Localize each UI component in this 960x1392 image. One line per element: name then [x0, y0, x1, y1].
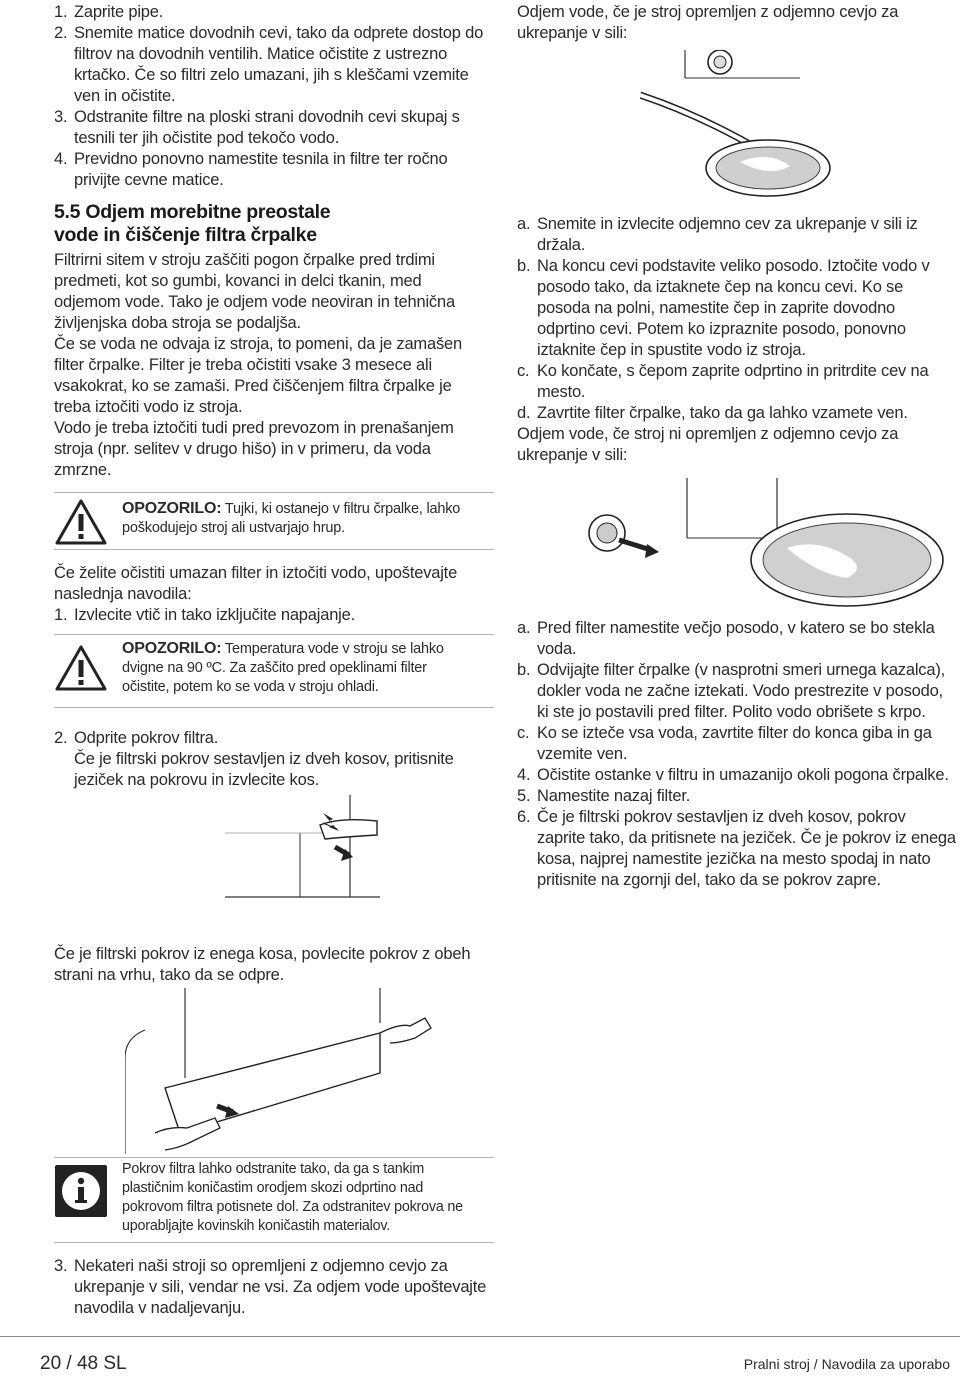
step-3	[54, 1256, 494, 1319]
page-footer	[0, 1336, 960, 1392]
warning-text: OPOZORILO: Temperatura vode v stroju se lahko dvigne na 90 ºC. Za zaščito pred opeklinami filter očistite, potem ko se voda v stroju ohladi.	[122, 640, 444, 695]
filter-drain-pan-illustration	[547, 478, 947, 613]
list-item: a. Pred filter namestite večjo posodo, v katero se bo stekla voda.	[517, 619, 935, 658]
warning-text: OPOZORILO: Tujki, ki ostanejo v filtru črpalke, lahko poškodujejo stroj ali ustvarjajo hrup.	[122, 500, 461, 536]
list-item: d. Zavrtite filter črpalke, tako da ga lahko vzamete ven.	[517, 404, 908, 422]
one-piece-cover-text: Če je filtrski pokrov iz enega kosa, povlecite pokrov z obeh strani na vrhu, tako da se odpre.	[54, 945, 471, 984]
right-intro-without-hose: Odjem vode, če stroj ni opremljen z odjemno cevjo za ukrepanje v sili:	[517, 425, 899, 464]
list-item: 4. Previdno ponovno namestite tesnila in filtre ter ročno privijte cevne matice.	[54, 150, 448, 189]
filter-cover-one-piece-illustration	[125, 988, 445, 1158]
filter-cover-two-piece-illustration	[225, 795, 385, 905]
list-item: b. Odvijajte filter črpalke (v nasprotni smeri urnega kazalca), dokler voda ne začne iztekati. Vodo prestrezite v posodo, ki ste jo postavili pred filter. Polito vodo obrišete s krpo.	[517, 661, 946, 721]
list-item: 2. Snemite matice dovodnih cevi, tako da odprete dostop do filtrov na dovodnih ventilih. Matice očistite z ustrezno krtačko. Če so filtri zelo umazani, jih s kleščami vzemite ven in očistite.	[54, 24, 484, 105]
list-item: 3. Nekateri naši stroji so opremljeni z odjemno cevjo za ukrepanje v sili, vendar ne vsi. Za odjem vode upoštevajte navodila v nadaljevanju.	[54, 1257, 487, 1317]
warning-icon	[54, 497, 108, 547]
list-item: 1. Zaprite pipe.	[54, 3, 164, 21]
list-item: c. Ko končate, s čepom zaprite odprtino in pritrdite cev na mesto.	[517, 362, 929, 401]
info-icon	[54, 1164, 108, 1218]
emergency-hose-illustration	[640, 50, 840, 200]
no-hose-steps-list	[517, 618, 957, 891]
right-intro-with-hose: Odjem vode, če je stroj opremljen z odjemno cevjo za ukrepanje v sili:	[517, 3, 899, 42]
step-2: 2. Odprite pokrov filtra. Če je filtrski pokrov sestavljen iz dveh kosov, pritisnite jeziček na pokrovu in izvlecite kos.	[54, 728, 494, 791]
page-number: 20 / 48 SL	[40, 1353, 127, 1374]
list-item: 2. Odprite pokrov filtra.	[54, 729, 219, 747]
info-box	[54, 1157, 494, 1243]
section-heading: 5.5 Odjem morebitne preostale vode in čiščenje filtra črpalke	[54, 201, 331, 246]
section-body: Filtrirni sitem v stroju zaščiti pogon črpalke pred trdimi predmeti, kot so gumbi, kovanci in delci tkanin, med odjemom vode. Tako je odjem vode neoviran in tehnična življenjska doba stroja se podaljša. Če se voda ne odvaja iz stroja, to pomeni, da je zamašen filter črpalke. Filter je treba očistiti vsake 3 mesece ali vsakokrat, ko se zamaši. Pred čiščenjem filtra črpalke je treba iztočiti vodo iz stroja. Vodo je treba iztočiti tudi pred prevozom in prenašanjem stroja (npr. selitev v drugo hišo) in v primeru, da voda zmrzne.	[54, 251, 462, 479]
instructions-intro: Če želite očistiti umazan filter in iztočiti vodo, upoštevajte naslednja navodila: 1. Izvlecite vtič in tako izključite napajanje.	[54, 563, 494, 626]
list-item: 4. Očistite ostanke v filtru in umazanijo okoli pogona črpalke.	[517, 766, 949, 784]
hose-steps-list	[517, 214, 947, 466]
list-item: 1. Izvlecite vtič in tako izključite napajanje.	[54, 606, 356, 624]
list-item: 5. Namestite nazaj filter.	[517, 787, 691, 805]
cleaning-steps-list	[54, 2, 494, 191]
list-item: c. Ko se izteče vsa voda, zavrtite filter do konca giba in ga vzemite ven.	[517, 724, 932, 763]
info-text: Pokrov filtra lahko odstranite tako, da ga s tankim plastičnim koničastim orodjem skozi odprtino nad pokrovom filtra potisnete dol. Za odstranitev pokrova ne uporabljajte kovinskih koničastih materialov.	[122, 1161, 463, 1234]
document-title: Pralni stroj / Navodila za uporabo	[743, 1356, 950, 1372]
list-item: b. Na koncu cevi podstavite veliko posodo. Iztočite vodo v posodo tako, da iztaknete čep na koncu cevi. Ko se posoda na polni, namestite čep in zaprite dovodno odprtino cevi. Potem ko izpraznite posodo, ponovno iztaknite čep in spustite vodo iz stroja.	[517, 257, 930, 359]
list-item: 3. Odstranite filtre na ploski strani dovodnih cevi skupaj s tesnili ter jih očistite pod tekočo vodo.	[54, 108, 460, 147]
warning-icon	[54, 643, 108, 693]
warning-box	[54, 634, 494, 708]
list-item: a. Snemite in izvlecite odjemno cev za ukrepanje v sili iz držala.	[517, 215, 918, 254]
list-item: 6. Če je filtrski pokrov sestavljen iz dveh kosov, pokrov zaprite tako, da pritisnete na jeziček. Če je pokrov iz enega kosa, najprej namestite jezička na mesto spodaj in nato pritisnite na zgornji del, tako da se pokrov zapre.	[517, 808, 956, 889]
warning-box	[54, 492, 494, 550]
